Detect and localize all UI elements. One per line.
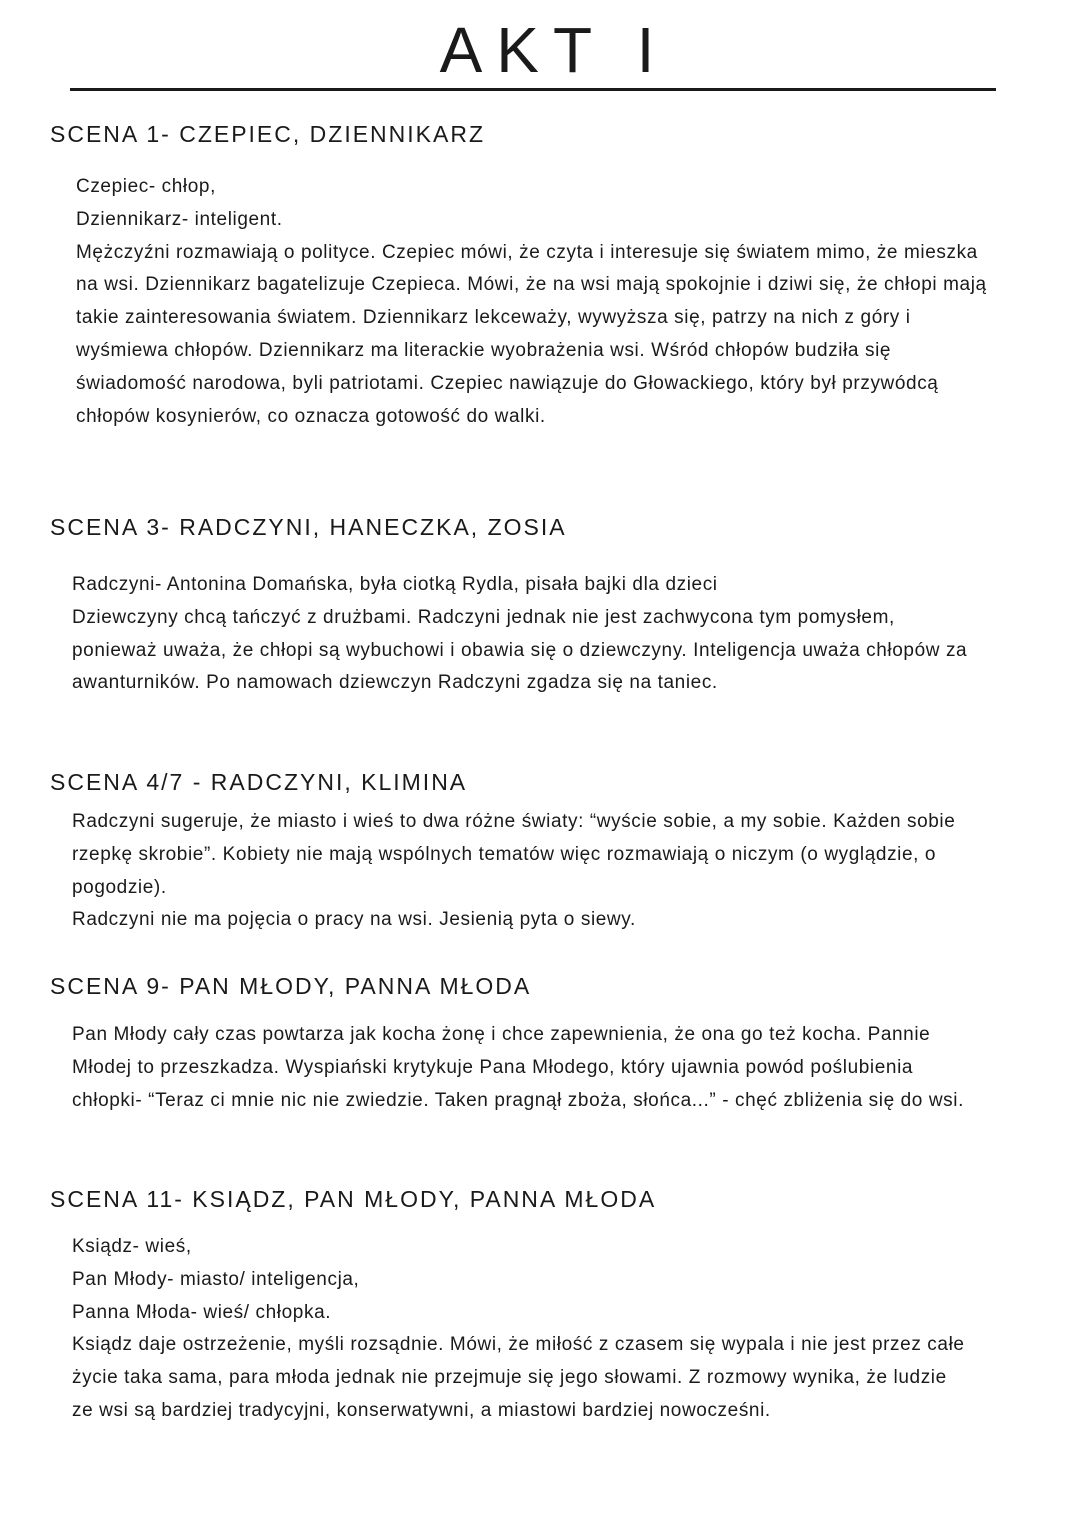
paragraph: Panna Młoda- wieś/ chłopka.: [72, 1301, 332, 1323]
section-body: [72, 569, 972, 700]
paragraph: Ksiądz daje ostrzeżenie, myśli rozsądnie. Mówi, że miłość z czasem się wypala i nie jest przez całe życie taka sama, para młoda jednak nie przejmuje się jego słowami. Z rozmowy wynika, że ludzie ze wsi są bardziej tradycyjni, konserwatywni, a miastowi bardziej nowocześni.: [72, 1334, 965, 1421]
page-title: AKT I: [439, 14, 669, 86]
section-body: [76, 171, 991, 433]
section-heading: SCENA 11- KSIĄDZ, PAN MŁODY, PANNA MŁODA: [50, 1186, 657, 1212]
section-heading: SCENA 9- PAN MŁODY, PANNA MŁODA: [50, 973, 532, 999]
paragraph: Dziennikarz- inteligent.: [76, 208, 283, 230]
paragraph: Pan Młody- miasto/ inteligencja,: [72, 1268, 360, 1290]
title-divider: [70, 88, 996, 91]
section-body: [72, 1019, 972, 1117]
section-heading: SCENA 4/7 - RADCZYNI, KLIMINA: [50, 769, 468, 795]
paragraph: Dziewczyny chcą tańczyć z drużbami. Radczyni jednak nie jest zachwycona tym pomysłem, ponieważ uważa, że chłopi są wybuchowi i obawia się o dziewczyny. Inteligencja uważa chłopów za awanturników. Po namowach dziewczyn Radczyni zgadza się na taniec.: [72, 606, 968, 694]
section-body: [72, 1231, 972, 1428]
paragraph: Pan Młody cały czas powtarza jak kocha żonę i chce zapewnienia, że ona go też kocha. Pannie Młodej to przeszkadza. Wyspiański krytykuje Pana Młodego, który ujawnia powód poślubienia chłopki- “Teraz ci mnie nic nie zwiedzie. Taken pragnął zboża, słońca...” - chęć zbliżenia się do wsi.: [72, 1024, 964, 1111]
paragraph: Radczyni nie ma pojęcia o pracy na wsi. Jesienią pyta o siewy.: [72, 909, 636, 931]
paragraph: Mężczyźni rozmawiają o polityce. Czepiec mówi, że czyta i interesuje się światem mimo, że mieszka na wsi. Dziennikarz bagatelizuje Czepieca. Mówi, że na wsi mają spokojnie i dziwi się, że chłopi mają takie zainteresowania światem. Dziennikarz lekceważy, wywyższa się, patrzy na nich z góry i wyśmiewa chłopów. Dziennikarz ma literackie wyobrażenia wsi. Wśród chłopów budziła się świadomość narodowa, byli patriotami. Czepiec nawiązuje do Głowackiego, który był przywódcą chłopów kosynierów, co oznacza gotowość do walki.: [76, 241, 987, 427]
section-body: [72, 806, 992, 937]
section-heading: SCENA 1- CZEPIEC, DZIENNIKARZ: [50, 121, 486, 147]
section-heading: SCENA 3- RADCZYNI, HANECZKA, ZOSIA: [50, 514, 567, 540]
paragraph: Radczyni- Antonina Domańska, była ciotką Rydla, pisała bajki dla dzieci: [72, 574, 718, 595]
paragraph: Czepiec- chłop,: [76, 176, 216, 197]
paragraph: Radczyni sugeruje, że miasto i wieś to dwa różne światy: “wyście sobie, a my sobie. Każden sobie rzepkę skrobie”. Kobiety nie mają wspólnych tematów więc rozmawiają o niczym (o wyglądzie, o pogodzie).: [72, 811, 956, 898]
paragraph: Ksiądz- wieś,: [72, 1236, 192, 1257]
